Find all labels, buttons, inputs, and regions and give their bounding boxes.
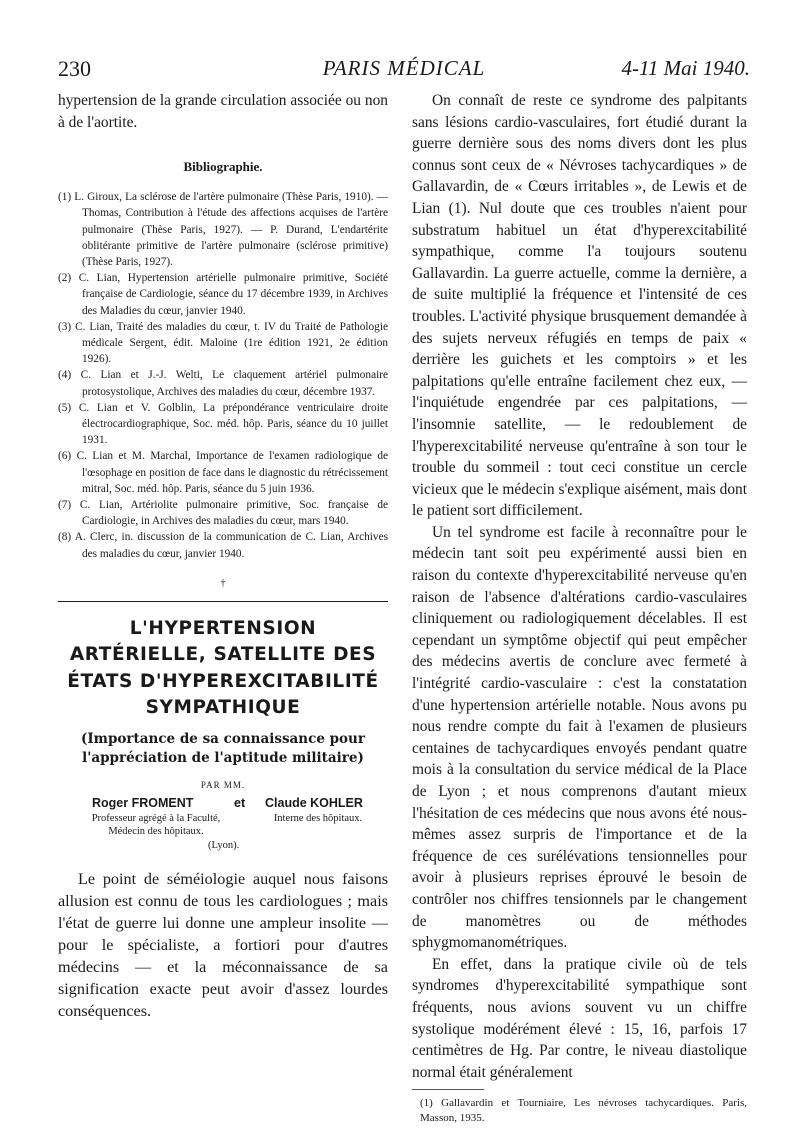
reference-item: (8) A. Clerc, in. discussion de la communication de C. Lian, Archives des maladies du cœur, janvier 1940.	[58, 531, 388, 560]
body-paragraph: Le point de séméiologie auquel nous faisons allusion est connu de tous les cardiologues ; mais l'état de guerre lui donne une ampleur insolite — pour le spécialiste, a fortiori pour d'autres médecins — et la méconnaissance de sa signification exacte peut avoir d'assez lourdes conséquences.	[58, 869, 388, 1020]
running-head	[58, 56, 750, 86]
author-city: (Lyon).	[208, 839, 240, 851]
article-subtitle: (Importance de sa connaissance pour l'appréciation de l'aptitude militaire)	[80, 730, 365, 766]
body-paragraph: Un tel syndrome est facile à reconnaître pour le médecin tant soit peu expérimenté aussi bien en raison du contexte d'hyperexcitabilité nerveuse qu'en raison de l'absence d'altérations cardio-vasculaires cliniquement ou radiologiquement décelables. Il est cependant un symptôme objectif qui peut empêcher des médecins avertis de conclure avec fermeté à l'intégrité cardio-vasculaire : c'est la constatation d'une hypertension artérielle notable. Nous avons pu nous rendre compte du fait à l'examen de plusieurs centaines de tachycardiques envoyés pendant quatre mois à la consultation du service médical de la Place de Lyon ; et nous comprenons d'autant mieux l'hésitation de ces médecins que nous avons été nous-mêmes assez surpris de l'importance et de la fréquence de ces surélévations tensionnelles pour avoir à plusieurs reprises éprouvé le besoin de contrôler nos chiffres tensionnels par le changement de manomètres ou de méthodes sphygmomanométriques.	[412, 523, 747, 952]
body-paragraph: On connaît de reste ce syndrome des palpitants sans lésions cardio-vasculaires, fort étudié durant la guerre dernière sous des noms divers dont les plus connus sont ceux de « Névroses tachycardiques » de Gallavardin, de « Cœurs irritables », de Lewis et de Lian (1). Nul doute que ces troubles n'aient pour substratum habituel un état d'hyperexcitabilité sympathique, comme l'a toujours soutenu Gallavardin. La guerre actuelle, comme la dernière, a de suite multiplié la fréquence et l'intensité de ces troubles. L'activité physique brusquement demandée à des sujets nerveux réfugiés en temps de paix « derrière les guichets et les comptoirs » et les palpitations qu'elle entraîne facilement chez eux, — l'inquiétude engendrée par ces palpitations, — l'insomnie satellite, — le redoublement de l'hyperexcitabilité nerveuse qu'entraîne à son tour le trouble du sommeil : tout ceci constitue un cercle vicieux que le médecin s'explique aisément, mais dont le patient sort difficilement.	[412, 92, 747, 520]
body-paragraph: En effet, dans la pratique civile où de tels syndromes d'hyperexcitabilité sympathique sont fréquents, nous avions souvent vu un chiffre systolique modérément élevé : 15, 16, parfois 17 centimètres de Hg. Par contre, le niveau diastolique normal était généralement	[412, 955, 747, 1081]
reference-item: (2) C. Lian, Hypertension artérielle pulmonaire primitive, Société française de Cardiologie, séance du 17 décembre 1939, in Archives des Maladies du cœur, janvier 1940.	[58, 272, 388, 317]
author-conjunction: et	[234, 795, 246, 810]
article-body-start	[58, 868, 388, 1022]
dagger-mark: †	[220, 577, 226, 589]
article-header	[58, 601, 388, 854]
bibliography-heading: Bibliographie.	[183, 159, 263, 175]
author-affiliation: Professeur agrégé à la Faculté, Médecin des hôpitaux.	[91, 812, 221, 837]
author-name: Claude KOHLER	[265, 795, 363, 810]
reference-item: (6) C. Lian et M. Marchal, Importance de l'examen radiologique de l'œsophage en position de face dans le diagnostic du rétrécissement mitral, Soc. méd. hôp. Paris, séance du 5 juin 1936.	[58, 450, 388, 495]
right-column	[412, 90, 747, 1126]
reference-item: (4) C. Lian et J.-J. Welti, Le claquement artériel pulmonaire protosystolique, Archives des maladies du cœur, décembre 1937.	[58, 369, 388, 398]
by-line: PAR MM.	[200, 779, 246, 790]
author-affiliation: Interne des hôpitaux.	[273, 812, 363, 824]
article-title: L'HYPERTENSION ARTÉRIELLE, SATELLITE DES ÉTATS D'HYPEREXCITABILITÉ SYMPATHIQUE	[67, 617, 379, 719]
footnote-rule	[412, 1089, 484, 1090]
footnote: (1) Gallavardin et Tourniaire, Les névroses tachycardiques. Paris, Masson, 1935.	[420, 1097, 747, 1125]
reference-item: (7) C. Lian, Artériolite pulmonaire primitive, Soc. française de Cardiologie, in Archives des maladies du cœur, mars 1940.	[58, 499, 388, 528]
left-column	[58, 90, 388, 1022]
author-name: Roger FROMENT	[92, 795, 194, 810]
reference-item: (3) C. Lian, Traité des maladies du cœur, t. IV du Traité de Pathologie médicale Sergent, édit. Maloine (1re édition 1921, 2e édition 1926).	[58, 320, 388, 366]
reference-item: (1) L. Giroux, La sclérose de l'artère pulmonaire (Thèse Paris, 1910). — Thomas, Contribution à l'étude des affections acquises de l'artère pulmonaire (Thèse Paris, 1927). — P. Durand, L'endartérite oblitérante primitive de l'artère pulmonaire (sclérose primitive) (Thèse Paris, 1927).	[58, 191, 388, 268]
authors-block	[58, 796, 388, 854]
page-number: 230	[58, 56, 91, 81]
reference-list	[58, 189, 388, 562]
reference-item: (5) C. Lian et V. Golblin, La prépondérance ventriculaire droite électrocardiographique, Soc. méd. hôp. Paris, séance du 10 juillet 1931.	[58, 401, 388, 447]
issue-date: 4-11 Mai 1940.	[621, 56, 750, 80]
journal-title: PARIS MÉDICAL	[322, 56, 486, 80]
intro-text: hypertension de la grande circulation associée ou non à de l'aortite.	[58, 92, 388, 131]
